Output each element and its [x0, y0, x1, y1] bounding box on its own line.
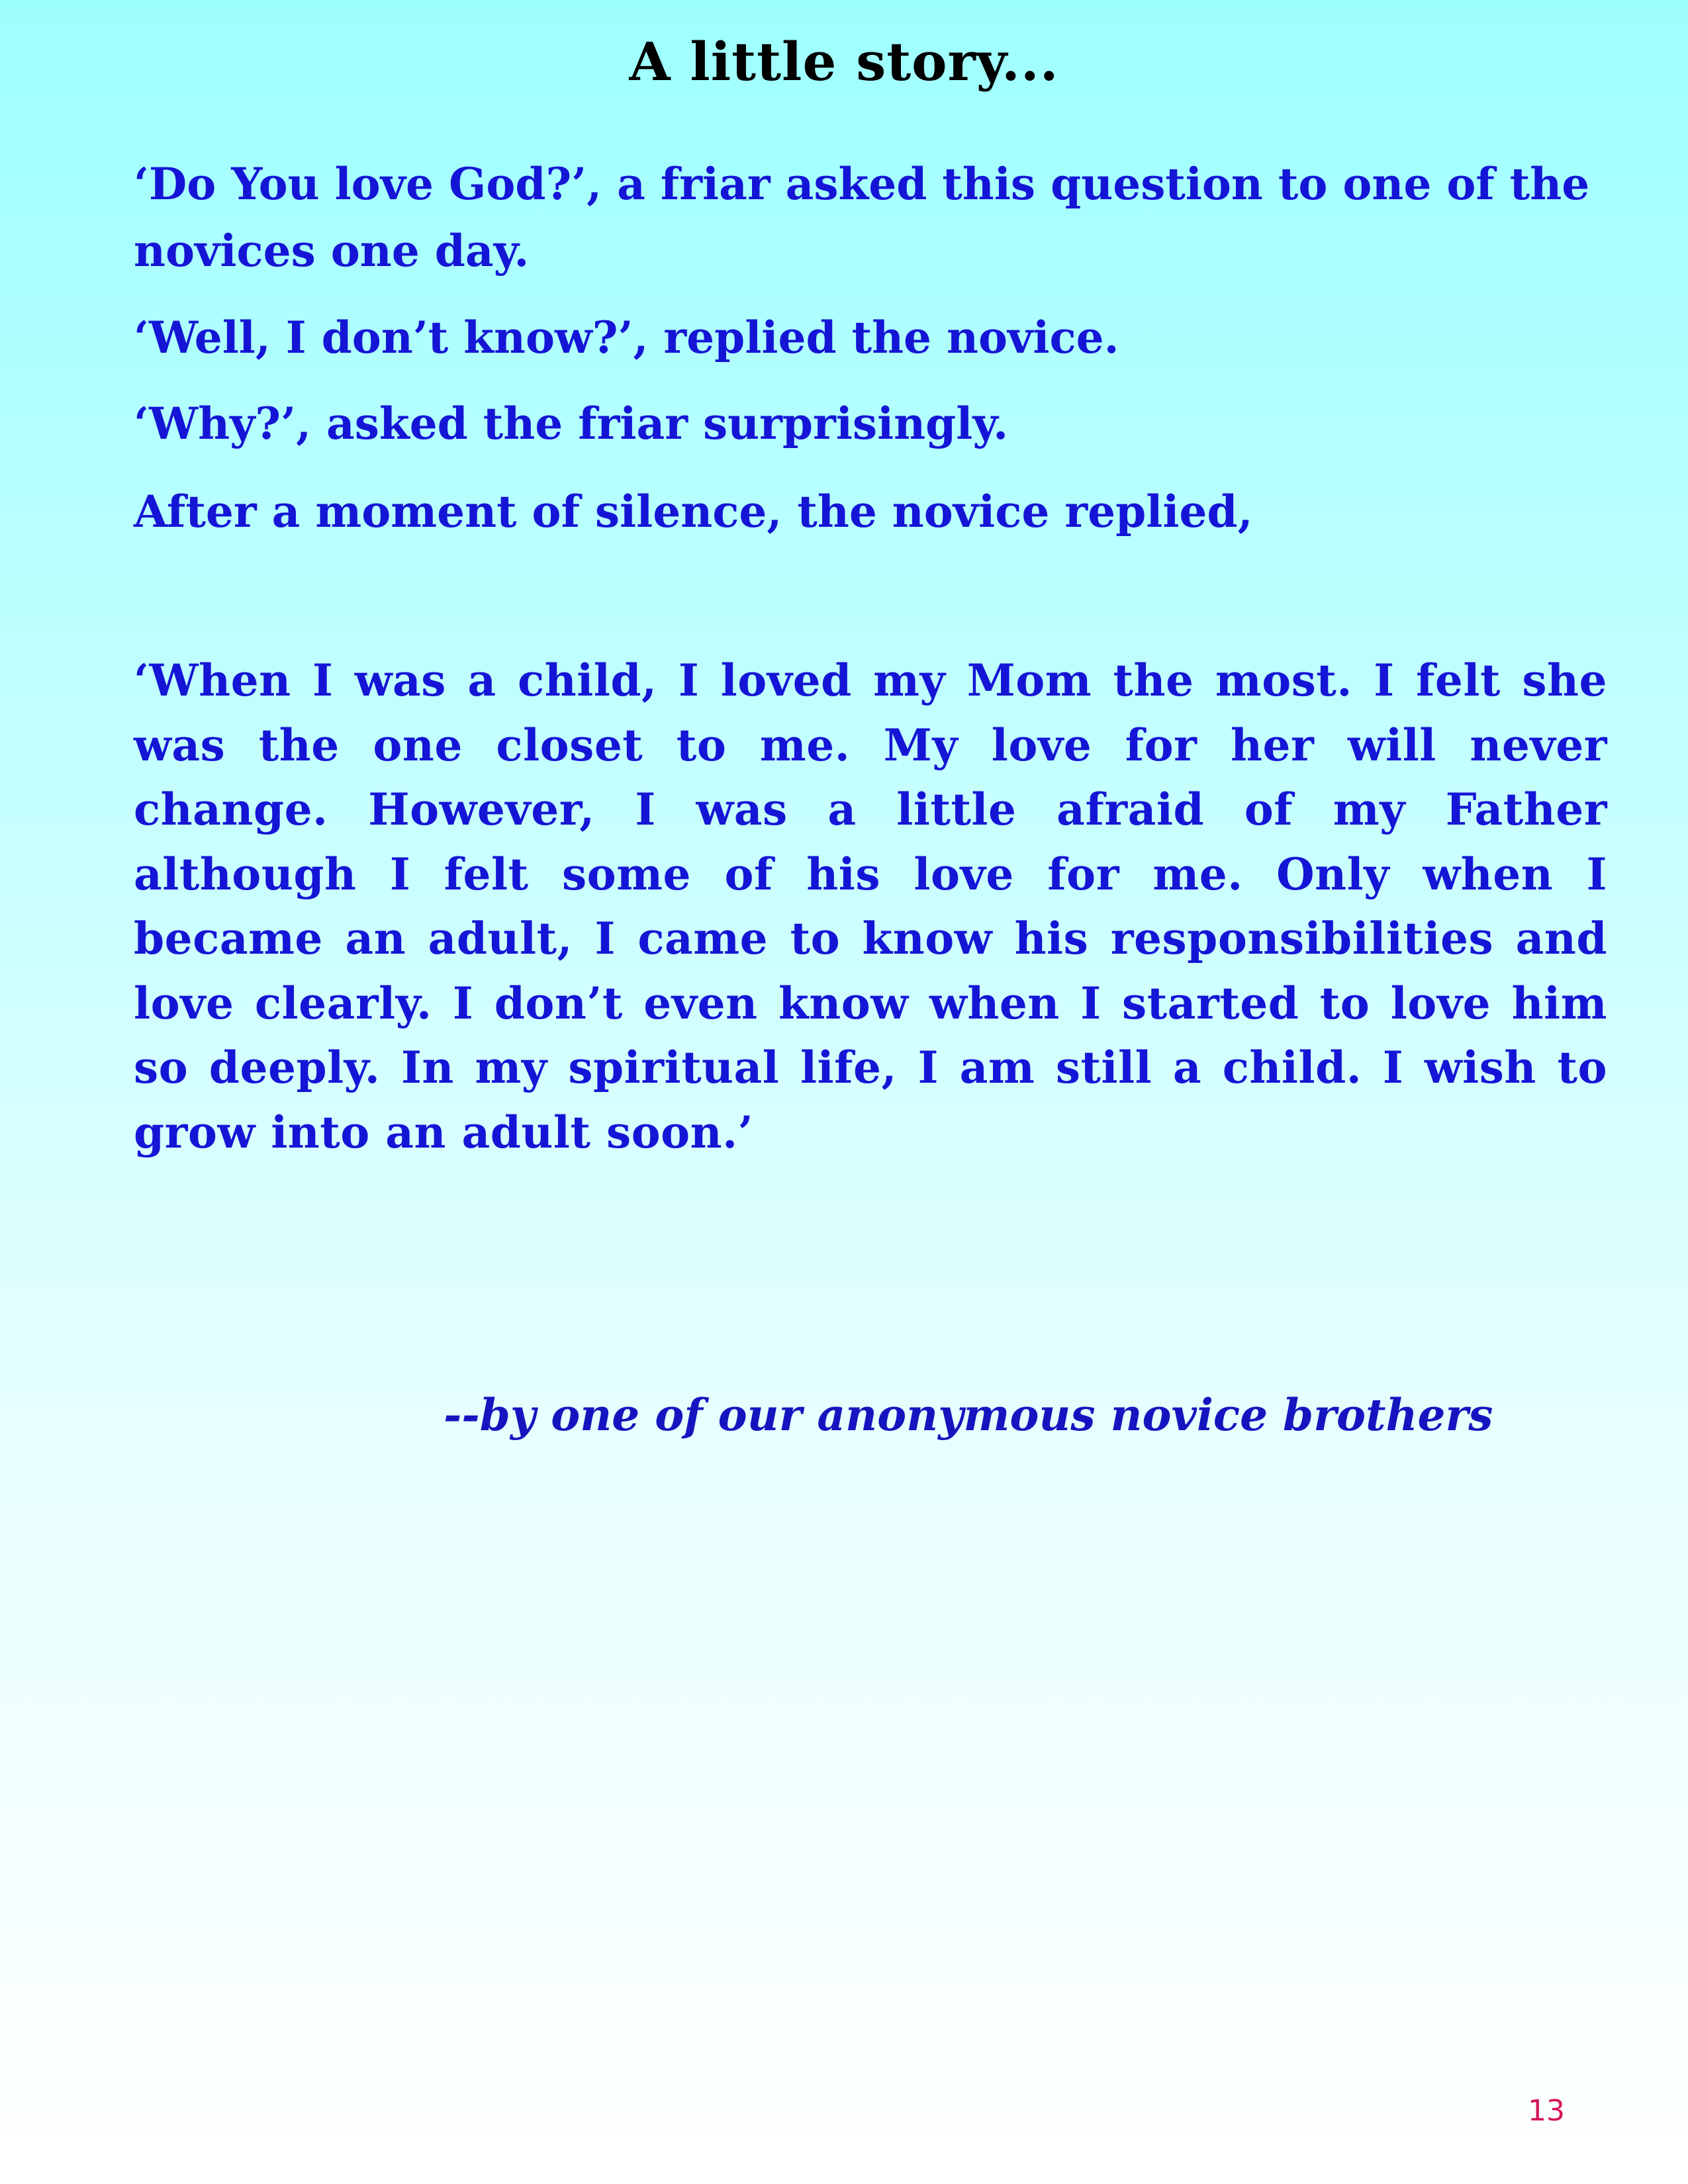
- story-paragraph-reply: ‘Well, I don’t know?’, replied the novice.: [134, 312, 1119, 363]
- story-paragraph-silence: After a moment of silence, the novice replied,: [134, 486, 1253, 537]
- novice-quote: ‘When I was a child, I loved my Mom the most. I felt she was the one closet to me. My love for her will never change. However, I was a little afraid of my Father although I felt some of his love for me. Only when I became an adult, I came to know his responsibilities and love clearly. I don’t even know when I started to love him so deeply. In my spiritual life, I am still a child. I wish to grow into an adult soon.’: [134, 655, 1607, 1158]
- page-number: 13: [1528, 2094, 1565, 2128]
- story-paragraph-why: ‘Why?’, asked the friar surprisingly.: [134, 398, 1009, 449]
- story-paragraph-question: ‘Do You love God?’, a friar asked this question to one of the novices one day.: [134, 158, 1590, 277]
- author-signature: --by one of our anonymous novice brothers: [444, 1389, 1493, 1441]
- page-title: A little story...: [629, 30, 1059, 93]
